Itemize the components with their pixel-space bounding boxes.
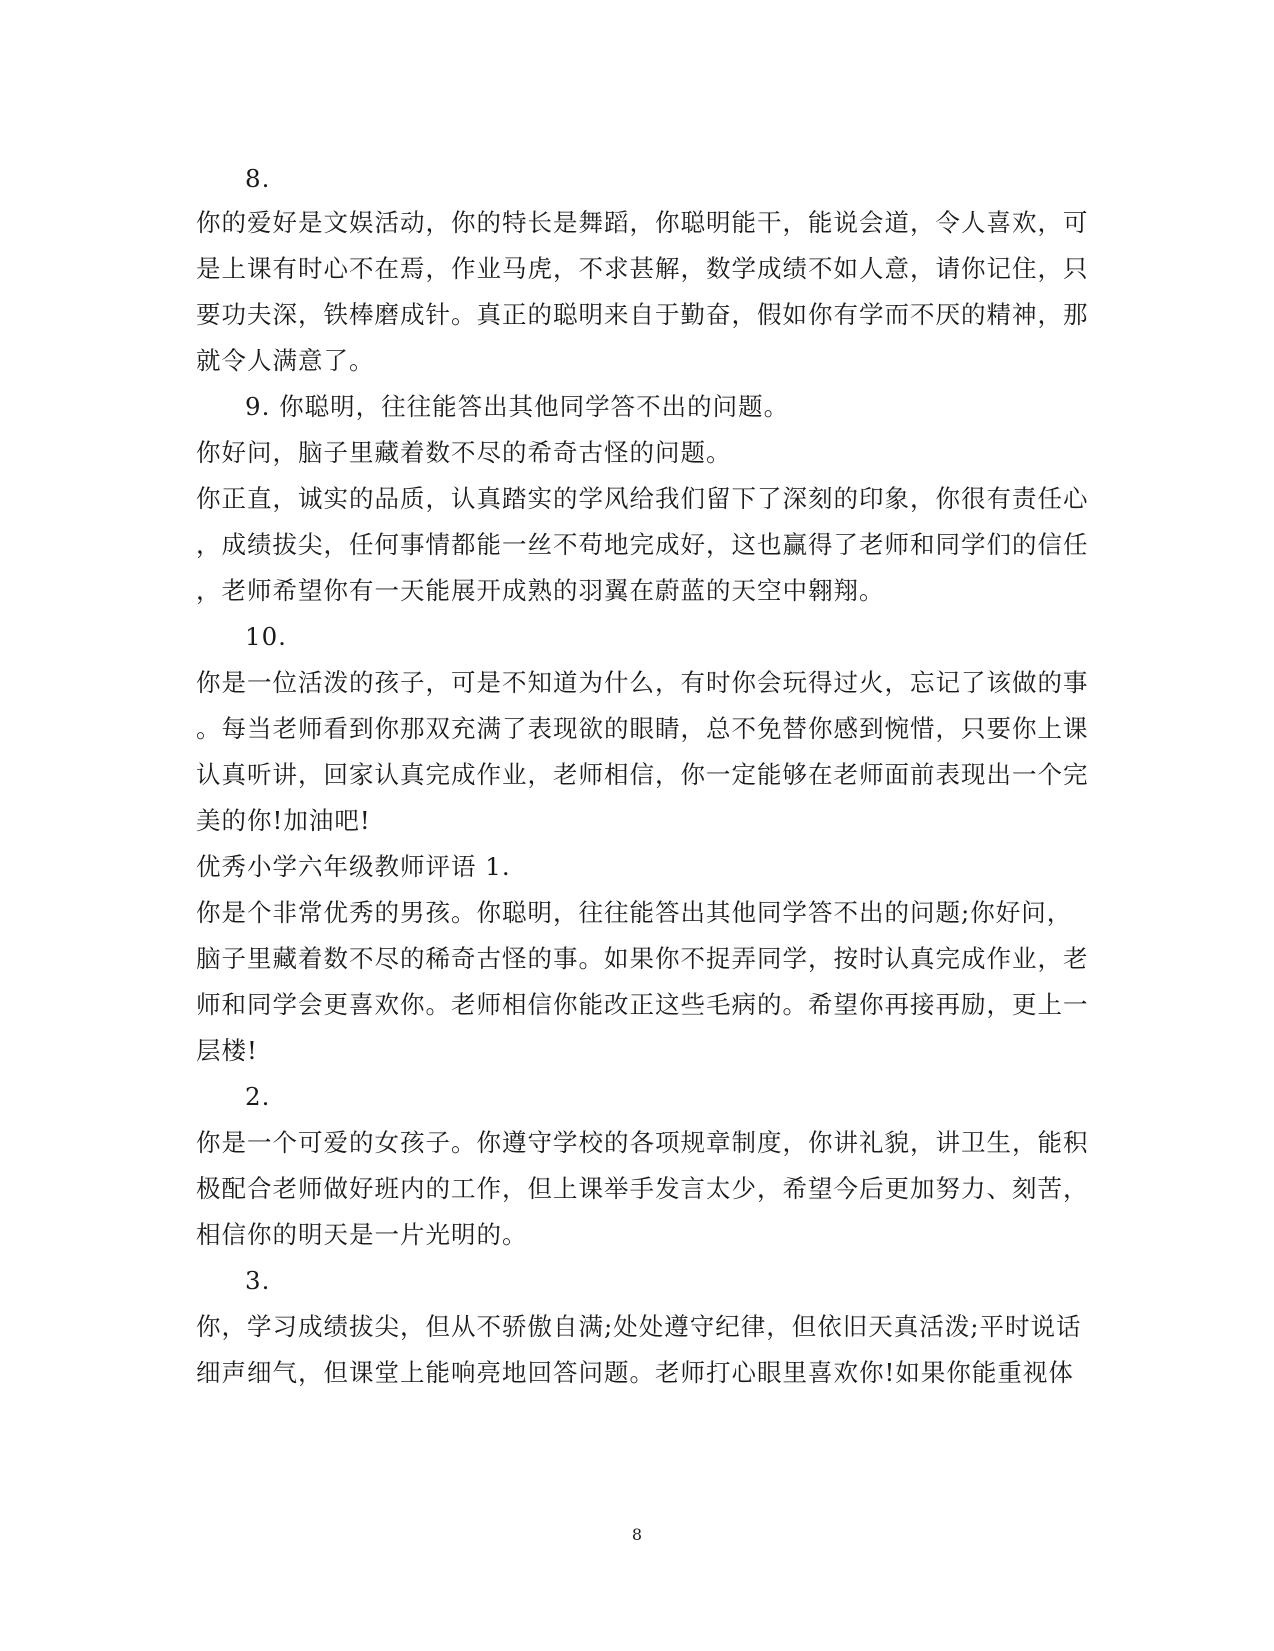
paragraph-line: ，成绩拔尖，任何事情都能一丝不苟地完成好，这也赢得了老师和同学们的信任 xyxy=(196,530,1089,559)
paragraph-line: 细声细气，但课堂上能响亮地回答问题。老师打心眼里喜欢你!如果你能重视体 xyxy=(196,1358,1074,1387)
paragraph-line: 你正直，诚实的品质，认真踏实的学风给我们留下了深刻的印象，你很有责任心 xyxy=(196,484,1089,513)
paragraph-line: 你的爱好是文娱活动，你的特长是舞蹈，你聪明能干，能说会道，令人喜欢，可 xyxy=(196,208,1089,237)
item-number-10: 10. xyxy=(245,622,287,651)
item-number-3: 3. xyxy=(245,1266,271,1295)
page-number: 8 xyxy=(631,1525,643,1544)
paragraph-line: 极配合老师做好班内的工作，但上课举手发言太少，希望今后更加努力、刻苦， xyxy=(196,1174,1089,1203)
paragraph-line: 你好问，脑子里藏着数不尽的希奇古怪的问题。 xyxy=(196,438,732,467)
paragraph-line: ，老师希望你有一天能展开成熟的羽翼在蔚蓝的天空中翱翔。 xyxy=(196,576,885,605)
paragraph-line: 美的你!加油吧! xyxy=(196,806,371,835)
paragraph-line: 脑子里藏着数不尽的稀奇古怪的事。如果你不捉弄同学，按时认真完成作业，老 xyxy=(196,944,1089,973)
paragraph-line: 要功夫深，铁棒磨成针。真正的聪明来自于勤奋，假如你有学而不厌的精神，那 xyxy=(196,300,1089,329)
paragraph-line: 层楼! xyxy=(196,1036,258,1065)
paragraph-line: 你，学习成绩拔尖，但从不骄傲自满;处处遵守纪律，但依旧天真活泼;平时说话 xyxy=(196,1312,1082,1341)
paragraph-line: 是上课有时心不在焉，作业马虎，不求甚解，数学成绩不如人意，请你记住，只 xyxy=(196,254,1089,283)
item-number-2: 2. xyxy=(245,1082,271,1111)
item-number-9-line: 9. 你聪明，往往能答出其他同学答不出的问题。 xyxy=(245,392,790,421)
paragraph-line: 认真听讲，回家认真完成作业，老师相信，你一定能够在老师面前表现出一个完 xyxy=(196,760,1089,789)
paragraph-line: 。每当老师看到你那双充满了表现欲的眼睛，总不免替你感到惋惜，只要你上课 xyxy=(196,714,1089,743)
paragraph-line: 你是个非常优秀的男孩。你聪明，往往能答出其他同学答不出的问题;你好问， xyxy=(196,898,1073,927)
paragraph-line: 你是一个可爱的女孩子。你遵守学校的各项规章制度，你讲礼貌，讲卫生，能积 xyxy=(196,1128,1089,1157)
paragraph-line: 师和同学会更喜欢你。老师相信你能改正这些毛病的。希望你再接再励，更上一 xyxy=(196,990,1089,1019)
paragraph-line: 就令人满意了。 xyxy=(196,346,375,375)
item-number-8: 8. xyxy=(245,164,271,193)
paragraph-line: 你是一位活泼的孩子，可是不知道为什么，有时你会玩得过火，忘记了该做的事 xyxy=(196,668,1089,697)
paragraph-line: 相信你的明天是一片光明的。 xyxy=(196,1220,528,1249)
section-heading: 优秀小学六年级教师评语 1. xyxy=(196,852,511,881)
